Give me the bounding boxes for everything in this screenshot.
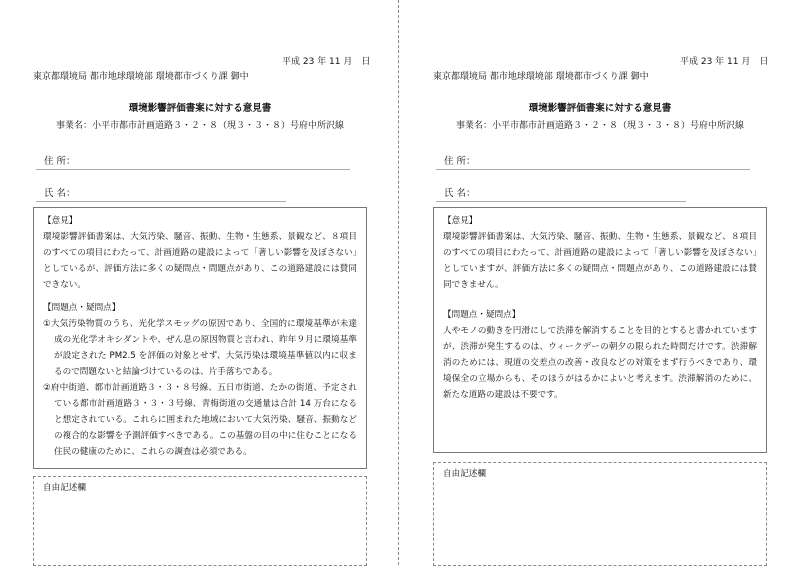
free-description-box[interactable] (33, 476, 367, 566)
free-description-label: 自由記述欄 (43, 483, 86, 493)
name-label: 氏 名： (44, 188, 76, 199)
addressee: 東京都環境局 都市地球環境部 環境都市づくり課 御中 (33, 72, 249, 82)
issues-heading: 【問題点・疑問点】 (443, 310, 521, 320)
form-date: 平成 23 年 11 月 日 (282, 57, 371, 67)
addressee: 東京都環境局 都市地球環境部 環境都市づくり課 御中 (433, 72, 649, 82)
issue-item: ①大気汚染物質のうち、光化学スモッグの原因であり、全国的に環境基準が未達成の光化学オキシダントや、ぜん息の原因物質と言われ、昨年９月に環境基準が設定された PM2.5 を評価の対象とせず、大気汚染は環境基準値以内に収まるので問題ないと結論づけているのは、片手落ちである。 (43, 319, 357, 377)
opinion-box (33, 207, 367, 469)
opinion-form-right (400, 0, 800, 565)
opinion-text: 環境影響評価書案は、大気汚染、騒音、振動、生物・生態系、景観など、８項目のすべての項目にわたって、計画道路の建設によって「著しい影響を及ぼさない」としていますが、評価方法に多くの疑問点・問題点があり、この道路建設には賛同できません。 (443, 232, 757, 290)
opinion-heading: 【意見】 (443, 216, 478, 226)
form-title: 環境影響評価書案に対する意見書 (128, 103, 272, 114)
address-field[interactable] (36, 169, 350, 170)
issues-heading: 【問題点・疑問点】 (43, 303, 121, 313)
opinion-box (433, 207, 767, 453)
name-field[interactable] (436, 201, 686, 202)
free-description-label: 自由記述欄 (443, 469, 486, 479)
form-date: 平成 23 年 11 月 日 (680, 57, 769, 67)
issues-text: 人やモノの動きを円滑にして渋滞を解消することを目的とすると書かれていますが、渋滞が発生するのは、ウィークデーの朝夕の限られた時間だけです。渋滞解消のためには、現道の交差点の改善・改良などの対策をまず行うべきであり、環境保全の立場からも、そのほうがはるかによいと考えます。渋滞解消のために、新たな道路の建設は不要です。 (443, 326, 757, 400)
opinion-heading: 【意見】 (43, 216, 78, 226)
project-name: 事業名：小平市都市計画道路３・２・８（現３・３・８）号府中所沢線 (55, 121, 344, 131)
free-description-box[interactable] (433, 462, 767, 566)
address-field[interactable] (436, 169, 750, 170)
name-field[interactable] (36, 201, 286, 202)
name-label: 氏 名： (444, 188, 476, 199)
issue-item: ②府中街道、都市計画道路３・３・８号線、五日市街道、たかの街道、予定されている都市計画道路３・３・３号線、青梅街道の交通量は合計 14 万台になると想定されている。これらに囲まれた地域において大気汚染、騒音、振動などの複合的な影響を予測評価すべきである。この基盤の目の中に住むことになる住民の健康のために、これらの調査は必須である。 (43, 383, 357, 457)
opinion-text: 環境影響評価書案は、大気汚染、騒音、振動、生物・生態系、景観など、８項目のすべての項目にわたって、計画道路の建設によって「著しい影響を及ぼさない」としているが、評価方法に多くの疑問点・問題点があり、この道路建設には賛同できない。 (43, 232, 357, 290)
project-name: 事業名：小平市都市計画道路３・２・８（現３・３・８）号府中所沢線 (455, 121, 744, 131)
opinion-form-left (0, 0, 400, 565)
address-label: 住 所： (44, 156, 76, 167)
address-label: 住 所： (444, 156, 476, 167)
form-title: 環境影響評価書案に対する意見書 (528, 103, 672, 114)
